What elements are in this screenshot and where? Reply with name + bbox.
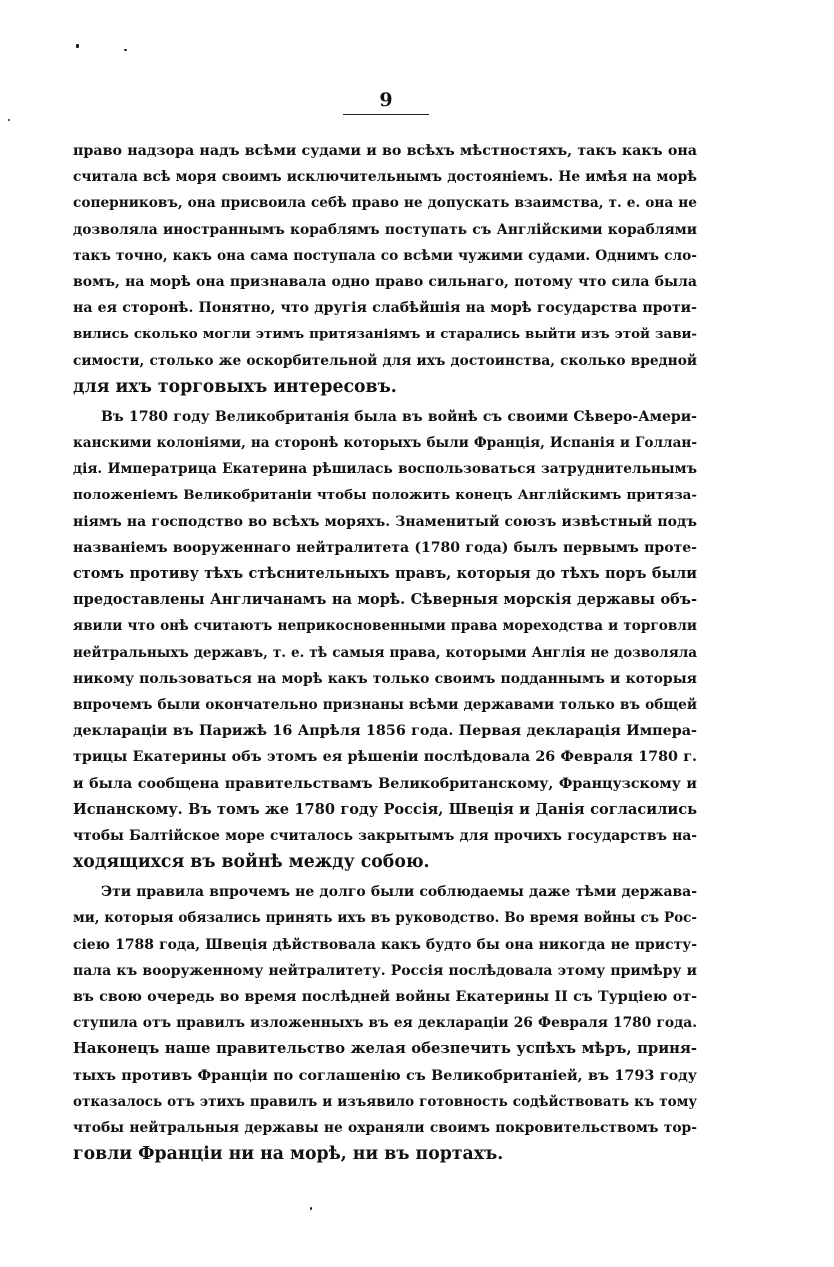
text-line: декларацiи въ Парижѣ 16 Апрѣля 1856 года. Первая декларація Импера- (73, 723, 697, 740)
text-line: предоставлены Англичанамъ на морѣ. Сѣверныя морскія державы объ- (73, 591, 697, 609)
text-line: впрочемъ были окончательно признаны всѣми державами только въ общей (73, 696, 697, 713)
text-line: тыхъ противъ Франціи по соглашенію съ Великобританiей, въ 1793 году (73, 1066, 697, 1084)
text-line: канскими колоніями, на сторонѣ которыхъ были Франція, Испанія и Голлан- (73, 435, 697, 452)
scan-speck (124, 49, 127, 51)
text-line: положеніемъ Великобританіи чтобы положить конецъ Англійскимъ притяза- (73, 487, 697, 504)
text-line: пала къ вооруженному нейтралитету. Россія послѣдовала этому примѣру и (73, 962, 697, 979)
text-line: право надзора надъ всѣми судами и во всѣхъ мѣстностяхъ, такъ какъ она (73, 143, 697, 159)
text-line: такъ точно, какъ она сама поступала со всѣми чужими судами. Однимъ сло- (73, 247, 697, 264)
text-line: Испанскому. Въ томъ же 1780 году Россія, Швеція и Данія согласились (73, 800, 697, 818)
text-line: названіемъ вооруженнаго нейтралитета (1780 года) былъ первымъ проте- (73, 539, 697, 556)
text-line: соперниковъ, она присвоила себѣ право не допускать взаимства, т. е. она не (73, 195, 697, 212)
text-line: въ свою очередь во время послѣдней войны Екатерины II съ Турціею от- (73, 989, 697, 1005)
text-line: говли Франціи ни на морѣ, ни въ портахъ. (73, 1144, 504, 1165)
text-line: симости, столько же оскорбительной для ихъ достоинства, сколько вредной (73, 352, 697, 369)
text-line: ми, которыя обязались принять ихъ въ руководство. Во время войны съ Рос- (73, 910, 697, 927)
text-line: явили что онѣ считаютъ неприкосновенными права мореходства и торговли (73, 618, 697, 635)
text-line: и была сообщена правительствамъ Великобританскому, Французскому и (73, 775, 697, 792)
text-line: трицы Екатерины объ этомъ ея рѣшеніи послѣдовала 26 Февраля 1780 г. (73, 749, 697, 766)
text-line: на ея сторонѣ. Понятно, что другія слабѣйшія на морѣ государства проти- (73, 300, 697, 317)
text-line: дія. Императрица Екатерина рѣшилась воспользоваться затруднительнымъ (73, 461, 697, 478)
text-line: ніямъ на господство во всѣхъ моряхъ. Знаменитый союзъ извѣстный подъ (73, 513, 697, 530)
paragraph (73, 404, 697, 875)
paragraph (73, 138, 697, 400)
text-line: Наконецъ наше правительство желая обезпечить успѣхъ мѣръ, приня- (73, 1040, 697, 1058)
text-line: ступила отъ правилъ изложенныхъ въ ея декларацiи 26 Февраля 1780 года. (73, 1015, 697, 1032)
text-line: чтобы нейтральныя державы не охраняли своимъ покровительствомъ тор- (73, 1119, 697, 1136)
scan-speck (310, 1207, 312, 1210)
text-line: сіею 1788 года, Швеція дѣйствовала какъ будто бы она никогда не присту- (73, 936, 697, 953)
text-line: отказалось отъ этихъ правилъ и изъявило готовность содѣйствовать къ тому (73, 1093, 697, 1110)
text-line: для ихъ торговыхъ интересовъ. (73, 376, 397, 397)
text-line: считала всѣ моря своимъ исключительнымъ достояніемъ. Не имѣя на морѣ (73, 169, 697, 186)
body-text (73, 138, 697, 1171)
paragraph (73, 879, 697, 1167)
text-line: Эти правила впрочемъ не долго были соблюдаемы даже тѣми держава- (101, 884, 697, 901)
text-line: вились сколько могли этимъ притязаніямъ и старались выйти изъ этой зави- (73, 326, 697, 343)
text-line: дозволяла иностраннымъ кораблямъ поступать съ Англійскими кораблями (73, 221, 697, 238)
text-line: нейтральныхъ державъ, т. е. тѣ самыя права, которыми Англія не дозволяла (73, 644, 697, 661)
text-line: Въ 1780 году Великобританія была въ войнѣ съ своими Сѣверо-Амери- (101, 408, 697, 425)
text-line: чтобы Балтійское море считалось закрытымъ для прочихъ государствъ на- (73, 827, 697, 844)
text-line: вомъ, на морѣ она признавала одно право сильнаго, потому что сила была (73, 273, 697, 290)
text-line: ходящихся въ войнѣ между собою. (73, 852, 430, 873)
scan-speck (76, 44, 79, 48)
page-number: 9 (343, 88, 429, 115)
text-line: никому пользоваться на морѣ какъ только своимъ подданнымъ и которыя (73, 670, 697, 687)
text-line: стомъ противу тѣхъ стѣснительныхъ правъ, которыя до тѣхъ поръ были (73, 565, 697, 582)
scan-speck (8, 119, 10, 121)
